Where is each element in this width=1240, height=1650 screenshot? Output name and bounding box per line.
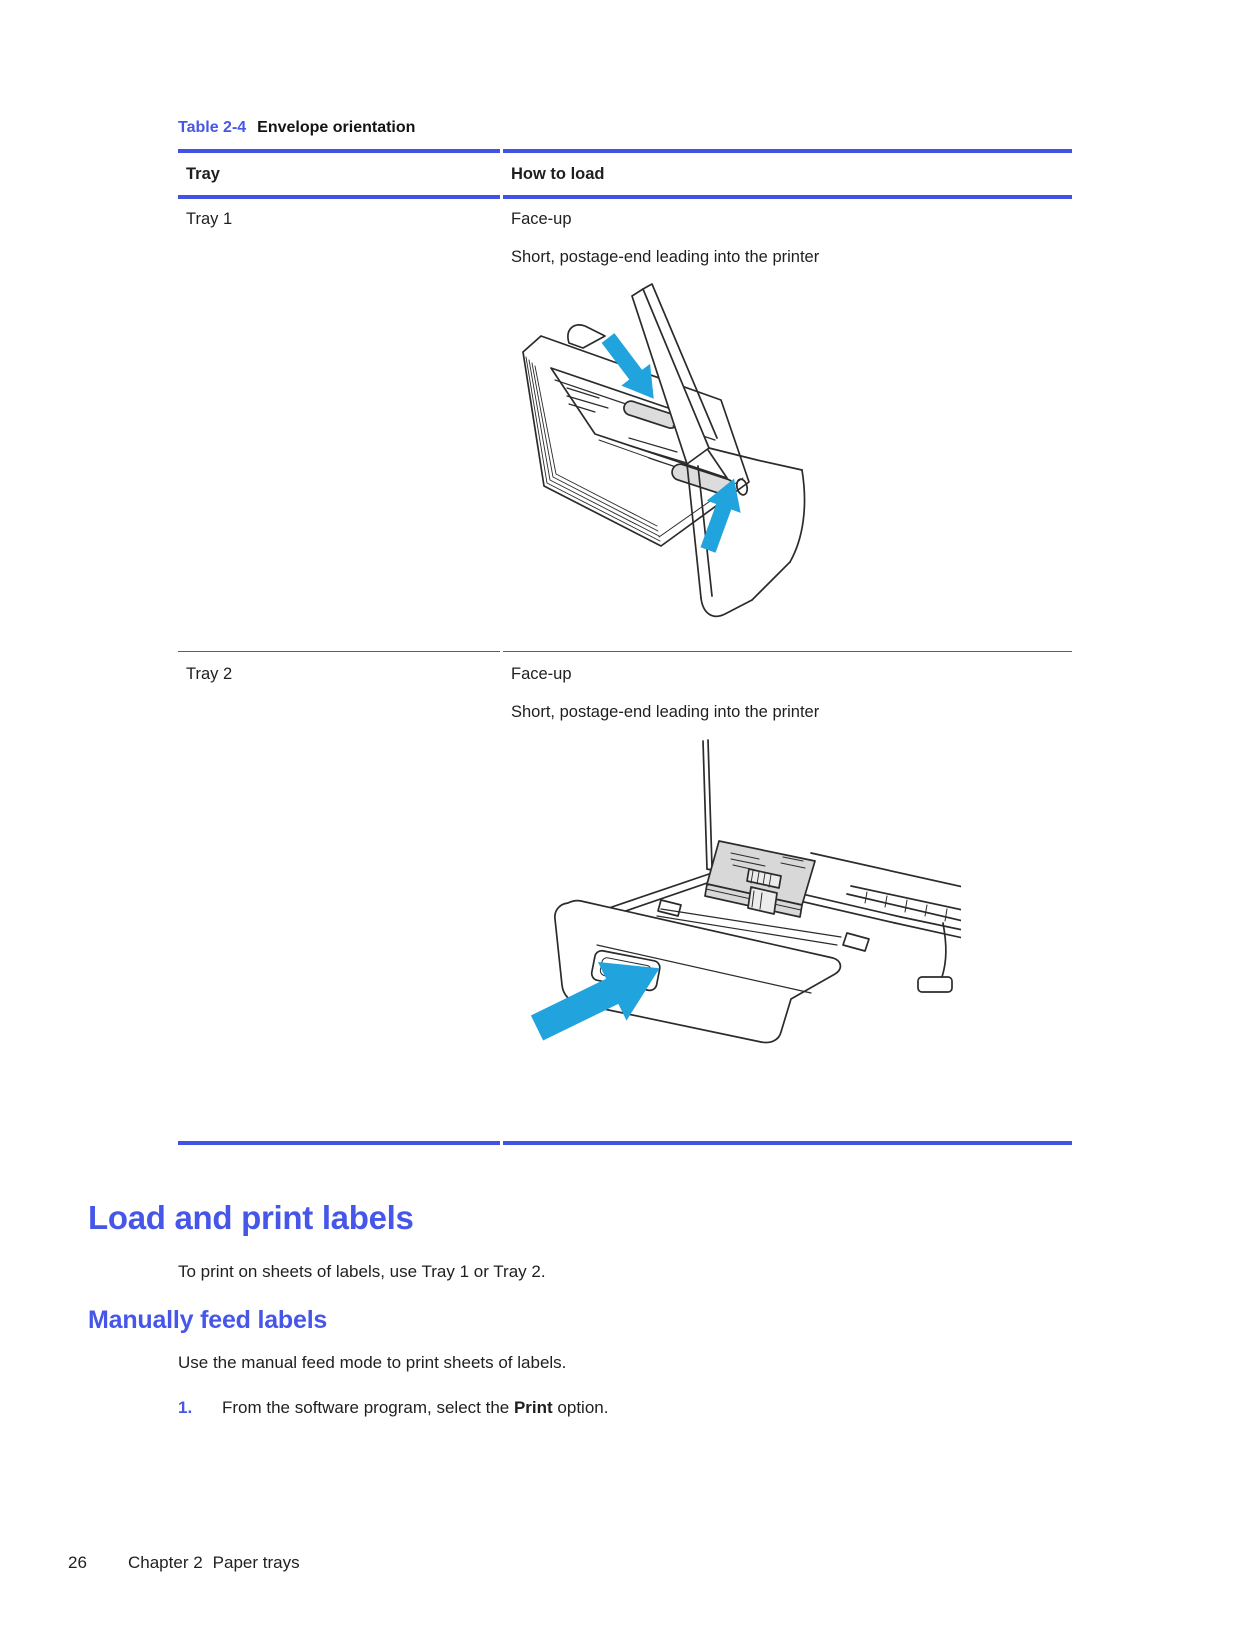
tray1-feed-direction: Short, postage-end leading into the printer xyxy=(511,248,820,266)
table-caption xyxy=(178,118,1240,138)
envelope-orientation-table xyxy=(178,149,1072,1145)
step-1-number: 1. xyxy=(178,1398,193,1417)
page-number: 26 xyxy=(68,1553,87,1572)
tray1-orientation: Face-up xyxy=(511,210,572,228)
tray1-label: Tray 1 xyxy=(186,210,233,228)
tray1-envelope-load-illustration xyxy=(511,280,811,630)
chapter-reference: Chapter 2 Paper trays xyxy=(128,1553,300,1572)
table-row-tray1-name xyxy=(178,199,500,652)
subsection-title: Manually feed labels xyxy=(88,1306,328,1334)
table-caption-label: Table 2-4 xyxy=(178,119,247,136)
table-row-tray2-howto xyxy=(503,652,1072,1145)
page-title: Load and print labels xyxy=(88,1199,414,1236)
tray2-feed-direction: Short, postage-end leading into the printer xyxy=(511,703,820,721)
tray2-envelope-load-illustration xyxy=(511,737,961,1047)
tray2-label: Tray 2 xyxy=(186,665,233,683)
subsection-intro: Use the manual feed mode to print sheets of labels. xyxy=(178,1353,567,1372)
column-header-tray xyxy=(178,149,500,199)
tray2-orientation: Face-up xyxy=(511,665,572,683)
table-row-tray1-howto xyxy=(503,199,1072,652)
step-1 xyxy=(178,1398,1240,1418)
table-row-tray2-name xyxy=(178,652,500,1145)
step-1-text: From the software program, select the Print option. xyxy=(222,1398,609,1417)
column-header-how-to-load-label: How to load xyxy=(511,165,605,183)
table-caption-title: Envelope orientation xyxy=(257,119,416,136)
column-header-how-to-load xyxy=(503,149,1072,199)
numbered-steps xyxy=(178,1398,1240,1418)
section-intro: To print on sheets of labels, use Tray 1 or Tray 2. xyxy=(178,1262,546,1281)
column-header-tray-label: Tray xyxy=(186,165,220,183)
